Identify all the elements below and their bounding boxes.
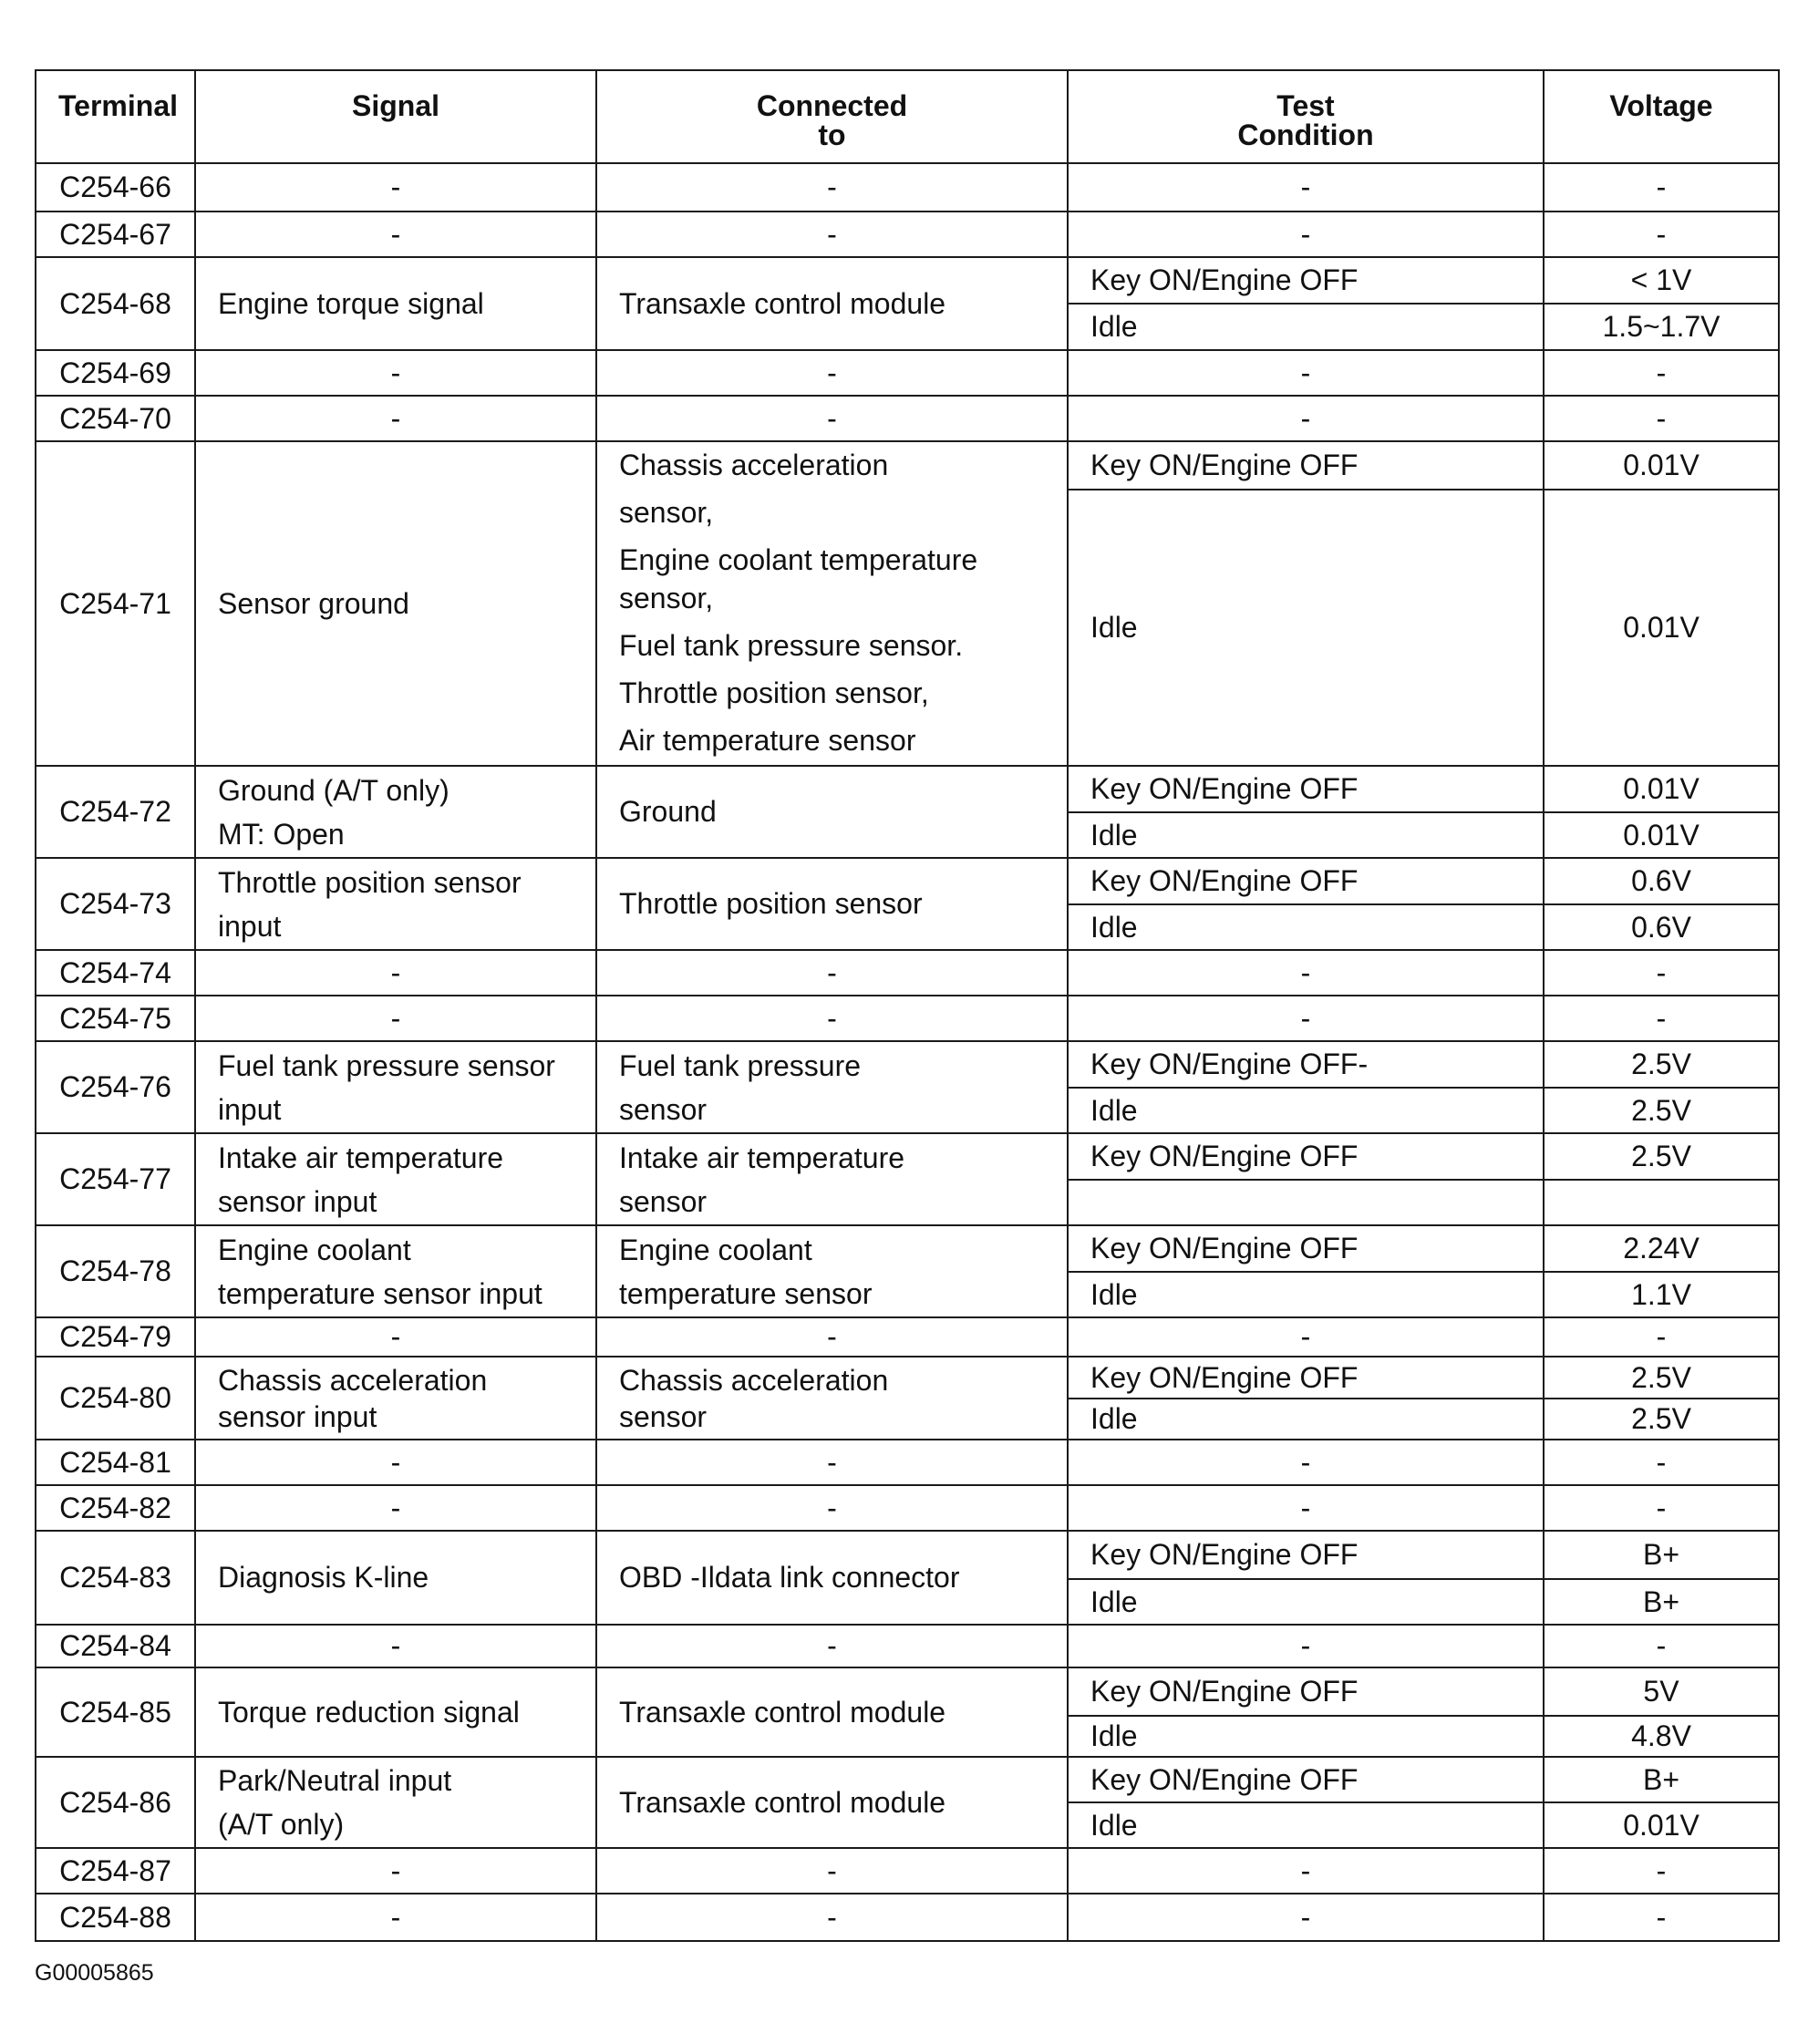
voltage-cell: 1.1V (1544, 1272, 1779, 1317)
terminal-cell: C254-87 (36, 1848, 195, 1894)
signal-cell: Diagnosis K-line (195, 1531, 596, 1625)
condition-cell: Key ON/Engine OFF (1068, 1357, 1544, 1399)
table-row (36, 950, 1779, 996)
connected-cell: - (596, 1317, 1068, 1357)
condition-cell: Key ON/Engine OFF (1068, 1757, 1544, 1802)
header-voltage: Voltage (1544, 70, 1779, 163)
signal-line: Park/Neutral input (218, 1764, 452, 1797)
header-signal: Signal (195, 70, 596, 163)
header-connected-to (596, 70, 1068, 163)
connected-cell (596, 1357, 1068, 1440)
figure-id: G00005865 (35, 1960, 154, 1986)
condition-cell: Key ON/Engine OFF (1068, 858, 1544, 904)
voltage-cell: < 1V (1544, 257, 1779, 304)
table-row (36, 858, 1779, 904)
condition-cell: Idle (1068, 1579, 1544, 1625)
signal-line: Intake air temperature (218, 1141, 504, 1174)
voltage-cell: - (1544, 996, 1779, 1041)
connected-cell: - (596, 1485, 1068, 1531)
voltage-cell: - (1544, 1485, 1779, 1531)
table-row (36, 1041, 1779, 1088)
signal-line: sensor input (218, 1184, 377, 1218)
connected-cell: Transaxle control module (596, 257, 1068, 350)
terminal-cell: C254-79 (36, 1317, 195, 1357)
voltage-cell: 2.5V (1544, 1133, 1779, 1180)
condition-cell: - (1068, 1440, 1544, 1485)
connected-line: sensor (619, 1184, 708, 1218)
connected-cell: Transaxle control module (596, 1667, 1068, 1757)
signal-cell: - (195, 396, 596, 441)
terminal-cell: C254-68 (36, 257, 195, 350)
condition-cell: Idle (1068, 904, 1544, 950)
table-row (36, 163, 1779, 212)
connected-cell: Transaxle control module (596, 1757, 1068, 1848)
voltage-cell: 2.5V (1544, 1088, 1779, 1133)
terminal-cell: C254-66 (36, 163, 195, 212)
connected-line: sensor, (619, 582, 714, 614)
table-row (36, 1485, 1779, 1531)
condition-cell: Idle (1068, 1088, 1544, 1133)
voltage-cell-empty (1544, 1180, 1779, 1225)
terminal-cell: C254-83 (36, 1531, 195, 1625)
table-row (36, 396, 1779, 441)
terminal-cell: C254-75 (36, 996, 195, 1041)
condition-cell: Key ON/Engine OFF (1068, 1133, 1544, 1180)
terminal-cell: C254-67 (36, 212, 195, 257)
voltage-cell: 0.6V (1544, 858, 1779, 904)
voltage-cell: - (1544, 1440, 1779, 1485)
condition-cell: - (1068, 1317, 1544, 1357)
voltage-cell: 0.01V (1544, 1802, 1779, 1848)
signal-cell: - (195, 1848, 596, 1894)
signal-line: input (218, 909, 282, 943)
condition-cell: Idle (1068, 812, 1544, 858)
voltage-cell: - (1544, 163, 1779, 212)
condition-cell: Key ON/Engine OFF (1068, 1225, 1544, 1272)
connected-cell (596, 1041, 1068, 1133)
connected-cell: - (596, 1848, 1068, 1894)
voltage-cell: 2.24V (1544, 1225, 1779, 1272)
terminal-cell: C254-70 (36, 396, 195, 441)
condition-cell: - (1068, 396, 1544, 441)
terminal-voltage-table-page (35, 69, 1778, 1942)
connected-line: Engine coolant (619, 1233, 812, 1266)
connected-cell: - (596, 1894, 1068, 1941)
table-row (36, 1225, 1779, 1272)
condition-cell: Idle (1068, 1716, 1544, 1757)
header-connected-line1: Connected (756, 89, 908, 122)
terminal-cell: C254-77 (36, 1133, 195, 1225)
condition-cell: Key ON/Engine OFF (1068, 257, 1544, 304)
connected-line: Throttle position sensor, (619, 676, 929, 709)
terminal-cell: C254-74 (36, 950, 195, 996)
condition-cell: Key ON/Engine OFF- (1068, 1041, 1544, 1088)
table-row (36, 1531, 1779, 1579)
voltage-cell: B+ (1544, 1531, 1779, 1579)
voltage-cell: - (1544, 950, 1779, 996)
terminal-cell: C254-88 (36, 1894, 195, 1941)
connected-cell: - (596, 950, 1068, 996)
header-test-line1: Test (1276, 89, 1335, 122)
voltage-cell: - (1544, 1848, 1779, 1894)
voltage-cell: - (1544, 1894, 1779, 1941)
terminal-cell: C254-85 (36, 1667, 195, 1757)
signal-cell: - (195, 1485, 596, 1531)
signal-line: MT: Open (218, 817, 345, 851)
connected-cell (596, 1133, 1068, 1225)
connected-cell: OBD -Ildata link connector (596, 1531, 1068, 1625)
condition-cell: Key ON/Engine OFF (1068, 1667, 1544, 1716)
condition-cell: Key ON/Engine OFF (1068, 1531, 1544, 1579)
condition-cell: - (1068, 350, 1544, 396)
table-row (36, 212, 1779, 257)
condition-cell: - (1068, 1848, 1544, 1894)
signal-cell: Engine torque signal (195, 257, 596, 350)
condition-cell: Idle (1068, 304, 1544, 350)
table-row (36, 1625, 1779, 1667)
connected-line: temperature sensor (619, 1276, 873, 1310)
terminal-cell: C254-80 (36, 1357, 195, 1440)
terminal-cell: C254-81 (36, 1440, 195, 1485)
signal-line: Throttle position sensor (218, 865, 522, 899)
terminal-cell: C254-84 (36, 1625, 195, 1667)
terminal-cell: C254-86 (36, 1757, 195, 1848)
table-row (36, 1317, 1779, 1357)
voltage-cell: 5V (1544, 1667, 1779, 1716)
signal-cell (195, 1357, 596, 1440)
signal-cell (195, 1133, 596, 1225)
condition-cell: - (1068, 950, 1544, 996)
connected-line: Intake air temperature (619, 1141, 905, 1174)
table-row (36, 1133, 1779, 1180)
voltage-cell: - (1544, 350, 1779, 396)
voltage-cell: 0.01V (1544, 812, 1779, 858)
signal-cell: - (195, 163, 596, 212)
signal-cell (195, 858, 596, 950)
condition-cell: Idle (1068, 490, 1544, 766)
table-row (36, 1357, 1779, 1399)
connected-cell (596, 1225, 1068, 1317)
signal-line: sensor input (218, 1399, 377, 1433)
table-row (36, 350, 1779, 396)
header-row (36, 70, 1779, 163)
signal-cell: Torque reduction signal (195, 1667, 596, 1757)
connected-line: sensor, (619, 496, 714, 529)
signal-cell: - (195, 1625, 596, 1667)
table-row (36, 1667, 1779, 1716)
signal-cell: - (195, 950, 596, 996)
voltage-cell: - (1544, 1317, 1779, 1357)
connected-line: sensor (619, 1092, 708, 1126)
connected-cell: - (596, 350, 1068, 396)
terminal-cell: C254-72 (36, 766, 195, 858)
signal-cell: - (195, 350, 596, 396)
signal-cell (195, 766, 596, 858)
voltage-cell: - (1544, 212, 1779, 257)
voltage-cell: 2.5V (1544, 1041, 1779, 1088)
table-row (36, 441, 1779, 490)
table-row (36, 1894, 1779, 1941)
table-row (36, 996, 1779, 1041)
condition-cell-empty (1068, 1180, 1544, 1225)
voltage-cell: 0.01V (1544, 490, 1779, 766)
signal-cell: Sensor ground (195, 441, 596, 766)
terminal-cell: C254-76 (36, 1041, 195, 1133)
condition-cell: Idle (1068, 1399, 1544, 1440)
voltage-cell: 0.01V (1544, 441, 1779, 490)
voltage-cell: 4.8V (1544, 1716, 1779, 1757)
signal-cell: - (195, 996, 596, 1041)
header-terminal: Terminal (36, 70, 195, 163)
connected-cell: Ground (596, 766, 1068, 858)
connected-cell: - (596, 996, 1068, 1041)
condition-cell: - (1068, 212, 1544, 257)
condition-cell: - (1068, 1894, 1544, 1941)
terminal-cell: C254-78 (36, 1225, 195, 1317)
connected-line: Air temperature sensor (619, 724, 916, 757)
signal-cell (195, 1225, 596, 1317)
condition-cell: - (1068, 1485, 1544, 1531)
table-row (36, 1757, 1779, 1802)
connected-line: Engine coolant temperature (619, 543, 978, 576)
terminal-voltage-table (35, 69, 1780, 1942)
connected-line: Fuel tank pressure (619, 1048, 862, 1082)
connected-cell (596, 441, 1068, 766)
connected-line: Fuel tank pressure sensor. (619, 629, 964, 662)
signal-cell: - (195, 1317, 596, 1357)
condition-cell: - (1068, 163, 1544, 212)
signal-cell (195, 1757, 596, 1848)
voltage-cell: 0.6V (1544, 904, 1779, 950)
terminal-cell: C254-71 (36, 441, 195, 766)
signal-cell: - (195, 212, 596, 257)
condition-cell: Idle (1068, 1802, 1544, 1848)
signal-line: (A/T only) (218, 1808, 345, 1841)
header-connected-line2: to (818, 119, 846, 151)
table-row (36, 257, 1779, 304)
connected-cell: - (596, 212, 1068, 257)
table-row (36, 766, 1779, 812)
voltage-cell: 2.5V (1544, 1357, 1779, 1399)
condition-cell: - (1068, 1625, 1544, 1667)
signal-cell (195, 1041, 596, 1133)
signal-cell: - (195, 1440, 596, 1485)
condition-cell: Key ON/Engine OFF (1068, 441, 1544, 490)
voltage-cell: B+ (1544, 1579, 1779, 1625)
signal-line: Engine coolant (218, 1233, 411, 1266)
signal-cell: - (195, 1894, 596, 1941)
voltage-cell: 2.5V (1544, 1399, 1779, 1440)
connected-cell: - (596, 396, 1068, 441)
condition-cell: - (1068, 996, 1544, 1041)
signal-line: Fuel tank pressure sensor (218, 1048, 555, 1082)
condition-cell: Key ON/Engine OFF (1068, 766, 1544, 812)
signal-line: Chassis acceleration (218, 1363, 488, 1397)
terminal-cell: C254-82 (36, 1485, 195, 1531)
connected-cell: - (596, 163, 1068, 212)
voltage-cell: 0.01V (1544, 766, 1779, 812)
signal-line: input (218, 1092, 282, 1126)
voltage-cell: 1.5~1.7V (1544, 304, 1779, 350)
connected-line: Chassis acceleration (619, 1363, 889, 1397)
header-test-condition (1068, 70, 1544, 163)
voltage-cell: - (1544, 1625, 1779, 1667)
voltage-cell: B+ (1544, 1757, 1779, 1802)
condition-cell: Idle (1068, 1272, 1544, 1317)
header-test-line2: Condition (1237, 119, 1374, 151)
table-row (36, 1440, 1779, 1485)
voltage-cell: - (1544, 396, 1779, 441)
connected-cell: Throttle position sensor (596, 858, 1068, 950)
connected-line: Chassis acceleration (619, 449, 889, 481)
connected-line: sensor (619, 1399, 708, 1433)
connected-cell: - (596, 1625, 1068, 1667)
signal-line: temperature sensor input (218, 1276, 542, 1310)
signal-line: Ground (A/T only) (218, 773, 449, 807)
terminal-cell: C254-73 (36, 858, 195, 950)
terminal-cell: C254-69 (36, 350, 195, 396)
table-row (36, 1848, 1779, 1894)
connected-cell: - (596, 1440, 1068, 1485)
